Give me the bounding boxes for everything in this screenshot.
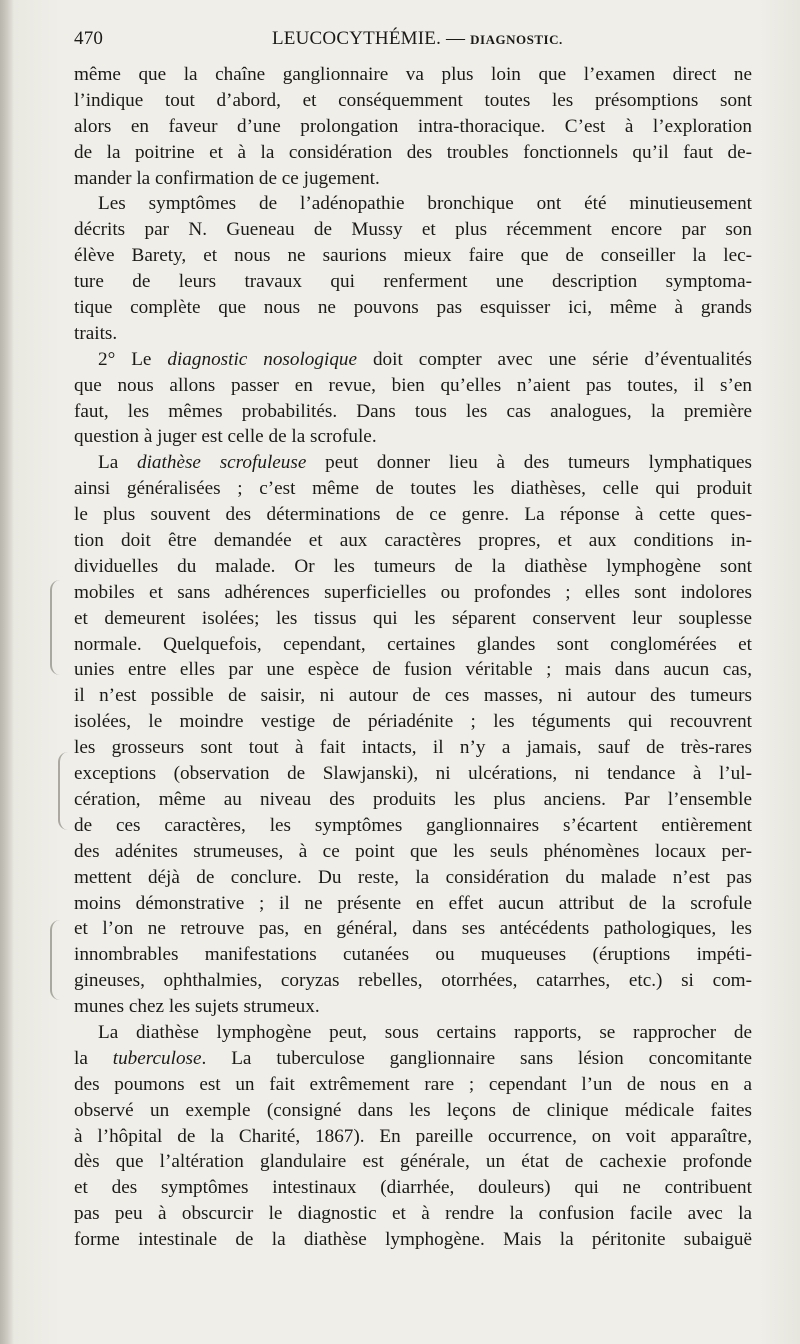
margin-pencil-mark [50,580,62,675]
margin-pencil-mark [58,752,70,830]
text-line: mobiles et sans adhérences superficielles ou profondes ; elles sont indolores [74,581,752,603]
running-head-title: LEUCOCYTHÉMIE. [272,28,442,49]
text-line: tion doit être demandée et aux caractères propres, et aux conditions in- [74,530,752,552]
text-line: dividuelles du malade. Or les tumeurs de la diathèse lymphogène sont [74,555,752,577]
text-line: unies entre elles par une espèce de fusion véritable ; mais dans aucun cas, [74,659,752,681]
text-line: normale. Quelquefois, cependant, certaines glandes sont conglomérées et [74,633,752,655]
text-line: de ces caractères, les symptômes ganglionnaires s’écartent entièrement [74,814,752,836]
text-line: ainsi généralisées ; c’est même de toutes les diathèses, celle qui produit [74,478,752,500]
italic-phrase: tuberculose [112,1047,202,1069]
text-line: il n’est possible de saisir, ni autour de ces masses, ni autour des tumeurs [74,685,752,707]
text-line: et demeurent isolées; les tissus qui les séparent conservent leur souplesse [74,607,752,629]
text-line: et l’on ne retrouve pas, en général, dans ses antécédents pathologiques, les [74,918,752,940]
text-line: tique complète que nous ne pouvons pas esquisser ici, même à grands [74,297,752,319]
text-line: innombrables manifestations cutanées ou muqueuses (éruptions impéti- [74,944,752,966]
running-head [272,28,563,50]
text-line: décrits par N. Gueneau de Mussy et plus récemment encore par son [74,219,752,241]
italic-phrase: diathèse scrofuleuse [137,452,307,474]
text-line: 2° Le diagnostic nosologique doit compter avec une série d’éventualités [98,348,752,370]
text-line: que nous allons passer en revue, bien qu’elles n’aient pas toutes, il s’en [74,374,752,396]
text-line: La diathèse scrofuleuse peut donner lieu à des tumeurs lymphatiques [98,452,752,474]
page-header [74,28,754,58]
italic-phrase: diagnostic nosologique [167,348,358,370]
text-line: La diathèse lymphogène peut, sous certains rapports, se rapprocher de [98,1021,752,1043]
text-line: élève Barety, et nous ne saurions mieux faire que de conseiller la lec- [74,245,752,267]
text-line: mander la confirmation de ce jugement. [74,167,380,189]
text-line: de la poitrine et à la considération des troubles fonctionnels qu’il faut de- [74,141,752,163]
text-line: alors en faveur d’une prolongation intra-thoracique. C’est à l’exploration [74,115,752,137]
text-line: moins démonstrative ; il ne présente en effet aucun attribut de la scrofule [74,892,752,914]
text-line: des poumons est un fait extrêmement rare ; cependant l’un de nous en a [74,1073,752,1095]
text-line: des adénites strumeuses, à ce point que les seuls phénomènes locaux per- [74,840,752,862]
text-line: question à juger est celle de la scrofule. [74,426,377,448]
text-line: traits. [74,322,118,344]
text-line: isolées, le moindre vestige de périadénite ; les téguments qui recouvrent [74,711,752,733]
text-line: observé un exemple (consigné dans les leçons de clinique médicale faites [74,1099,752,1121]
text-line: le plus souvent des déterminations de ce genre. La réponse à cette ques- [74,504,752,526]
text-line: l’indique tout d’abord, et conséquemment toutes les présomptions sont [74,89,752,111]
running-head-section: DIAGNOSTIC. [470,32,563,47]
text-line: même que la chaîne ganglionnaire va plus loin que l’examen direct ne [74,64,752,85]
margin-pencil-mark [50,920,62,1000]
text-line: exceptions (observation de Slawjanski), ni ulcérations, ni tendance à l’ul- [74,763,752,785]
text-line: Les symptômes de l’adénopathie bronchique ont été minutieusement [98,193,752,215]
text-line: munes chez les sujets strumeux. [74,996,320,1018]
text-line: mettent déjà de conclure. Du reste, la considération du malade n’est pas [74,866,752,888]
text-line: les grosseurs sont tout à fait intacts, il n’y a jamais, sauf de très-rares [74,737,752,759]
text-line: ture de leurs travaux qui renferment une description symptoma- [74,271,752,293]
text-line: faut, les mêmes probabilités. Dans tous les cas analogues, la première [74,400,752,422]
text-line: et des symptômes intestinaux (diarrhée, douleurs) qui ne contribuent [74,1177,752,1199]
body-text [74,62,752,1253]
text-line: cération, même au niveau des produits les plus anciens. Par l’ensemble [74,788,752,810]
text-line: forme intestinale de la diathèse lymphogène. Mais la péritonite subaiguë [74,1229,752,1251]
text-line: à l’hôpital de la Charité, 1867). En pareille occurrence, on voit apparaître, [74,1125,752,1147]
running-head-separator: — [446,28,466,49]
gutter-shadow [0,0,14,1344]
text-line: pas peu à obscurcir le diagnostic et à rendre la confusion facile avec la [74,1203,752,1225]
page-number: 470 [74,28,104,49]
text-line: gineuses, ophthalmies, coryzas rebelles, otorrhées, catarrhes, etc.) si com- [74,970,752,992]
text-line: dès que l’altération glandulaire est générale, un état de cachexie profonde [74,1151,752,1173]
text-line: la tuberculose. La tuberculose ganglionnaire sans lésion concomitante [74,1047,752,1069]
